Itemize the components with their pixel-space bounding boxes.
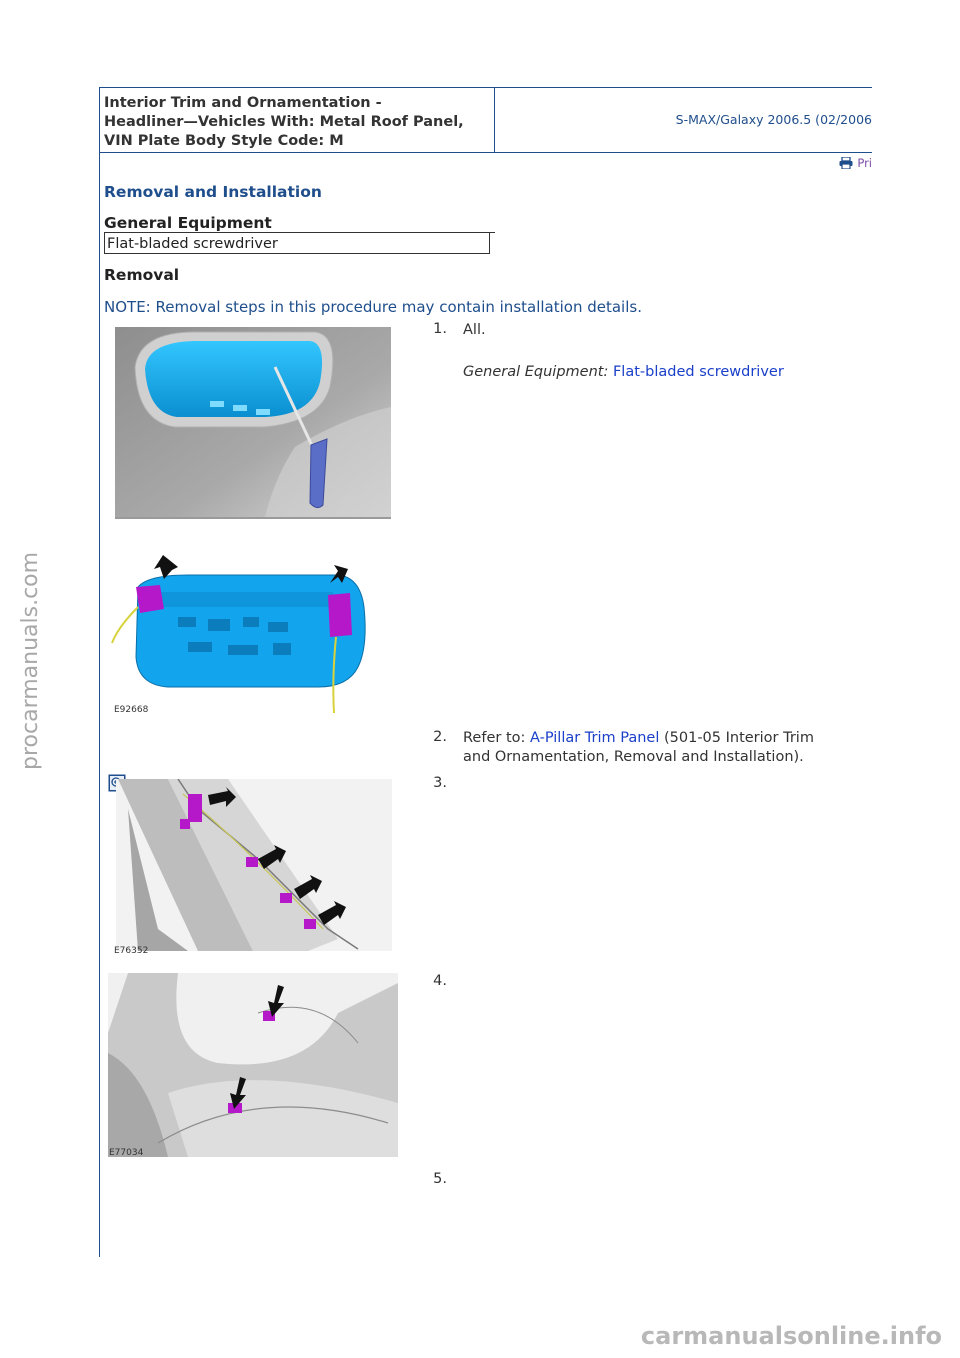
figure-a-pillar-clips	[108, 779, 392, 956]
step-text-2	[463, 729, 863, 767]
figure-console-clips	[108, 547, 370, 719]
table-rule	[490, 232, 495, 233]
figure-console-screwdriver	[115, 327, 391, 521]
refer-to-label: Refer to:	[463, 730, 526, 746]
model-label: S-MAX/Galaxy 2006.5 (02/2006	[675, 112, 872, 127]
general-equipment-heading: General Equipment	[104, 214, 272, 232]
print-label: Pri	[857, 156, 872, 170]
removal-note: NOTE: Removal steps in this procedure may contain installation details.	[104, 298, 642, 316]
step-number-2: 2.	[433, 729, 447, 745]
step-number-1: 1.	[433, 321, 447, 337]
title-line-3: VIN Plate Body Style Code: M	[104, 133, 344, 149]
print-link[interactable]	[839, 156, 872, 170]
page-title	[104, 94, 492, 151]
printer-icon	[839, 157, 853, 169]
title-line-2: Headliner—Vehicles With: Metal Roof Panel,	[104, 114, 464, 130]
header-table	[99, 87, 872, 153]
removal-heading: Removal	[104, 266, 180, 284]
step-number-3: 3.	[433, 775, 447, 791]
equipment-table-cell: Flat-bladed screwdriver	[104, 232, 490, 254]
step-number-4: 4.	[433, 973, 447, 989]
header-title-cell	[99, 88, 495, 152]
figure-code-3: E76352	[114, 946, 149, 956]
figure-code-4: E77034	[109, 1148, 144, 1157]
side-watermark: procarmanuals.com	[18, 551, 43, 770]
equipment-label: General Equipment:	[463, 364, 609, 380]
step-text-1: All.	[463, 322, 486, 338]
bottom-watermark: carmanualsonline.info	[640, 1322, 942, 1350]
left-rule	[99, 87, 100, 1257]
a-pillar-trim-panel-link[interactable]: A-Pillar Trim Panel	[530, 730, 660, 746]
step-number-5: 5.	[433, 1171, 447, 1187]
refer-suffix-2: and Ornamentation, Removal and Installation).	[463, 749, 804, 765]
title-line-1: Interior Trim and Ornamentation -	[104, 95, 382, 111]
step-1-equipment	[463, 363, 784, 382]
figure-code-1: E92668	[114, 705, 149, 715]
refer-suffix-1: (501-05 Interior Trim	[663, 730, 814, 746]
figure-roof-clips	[108, 973, 398, 1157]
screwdriver-link[interactable]: Flat-bladed screwdriver	[612, 364, 784, 380]
section-title: Removal and Installation	[104, 183, 322, 201]
